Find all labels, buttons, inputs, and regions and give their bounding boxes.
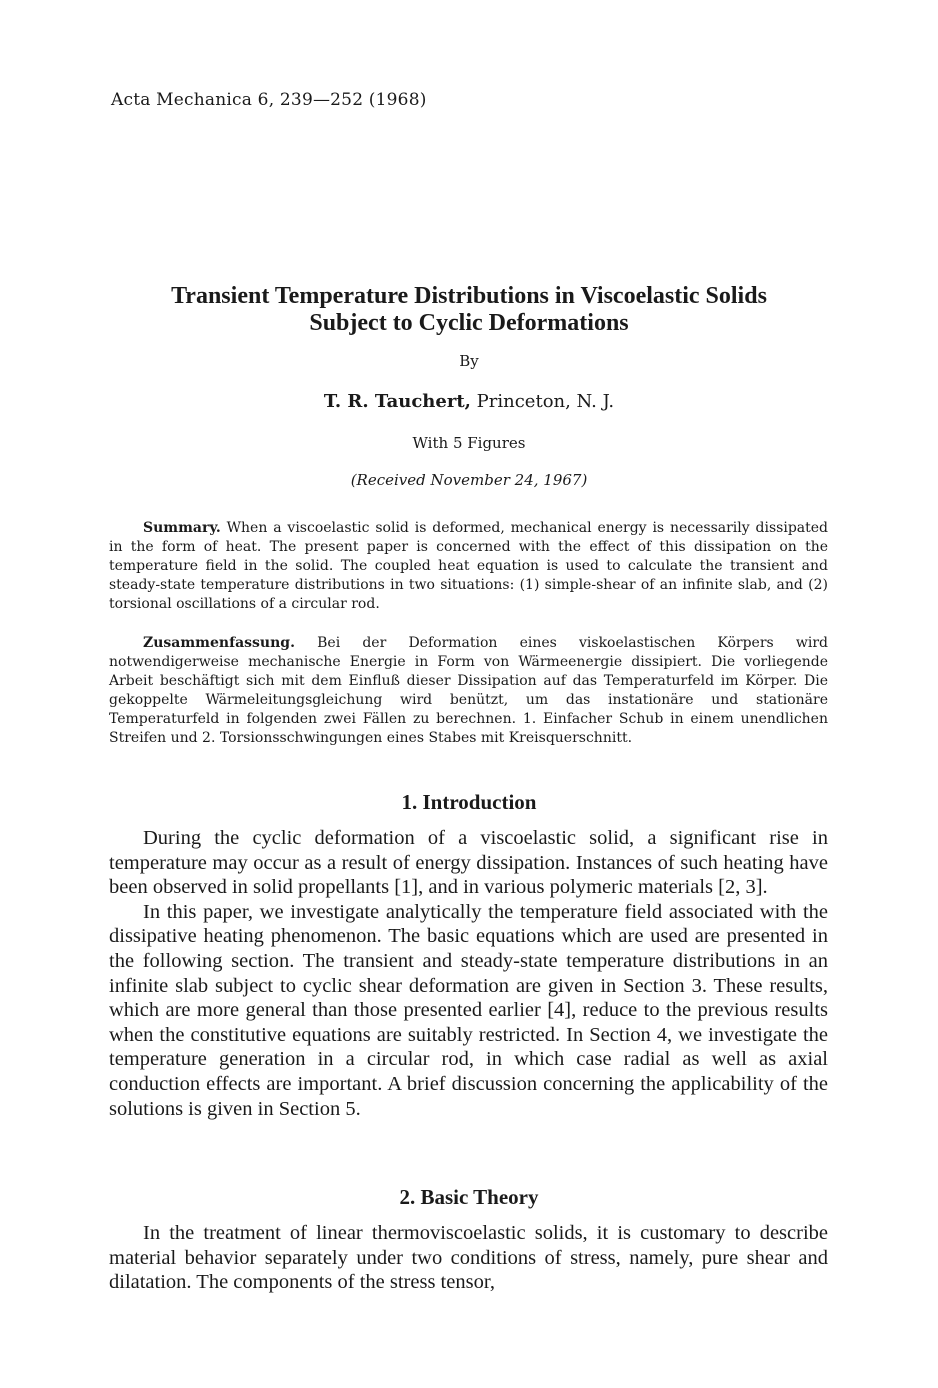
journal-reference: Acta Mechanica 6, 239—252 (1968) <box>111 90 427 110</box>
summary-label: Summary. <box>143 520 221 536</box>
section-heading-introduction: 1. Introduction <box>401 790 537 814</box>
introduction-paragraph-1: During the cyclic deformation of a viscoelastic solid, a significant rise in temperature may occur as a result of energy dissipation. Instances of such heating have been observed in solid propellants [1], and in various polymeric materials [2, 3]. <box>109 827 828 899</box>
summary-text: When a viscoelastic solid is deformed, mechanical energy is necessarily dissipated in the form of heat. The present paper is concerned with the effect of this dissipation on the temperature field in the solid. The coupled heat equation is used to calculate the transient and steady-state temperature distributions in two situations: (1) simple-shear of an infinite slab, and (2) torsional oscillations of a circular rod. <box>109 520 829 612</box>
section-heading-basic-theory: 2. Basic Theory <box>399 1185 539 1209</box>
summary-abstract <box>109 519 828 614</box>
basic-theory-paragraph-1: In the treatment of linear thermoviscoelastic solids, it is customary to describe material behavior separately under two conditions of stress, namely, pure shear and dilatation. The components of the stress tensor, <box>109 1222 828 1294</box>
zusammenfassung-paragraph <box>109 634 828 748</box>
zusammenfassung-text: Bei der Deformation eines viskoelastischen Körpers wird notwendigerweise mechanische Energie in Form von Wärmeenergie dissipiert. Die vorliegende Arbeit beschäftigt sich mit dem Einfluß dieser Dissipation auf das Temperaturfeld im Körper. Die gekoppelte Wärmeleitungsgleichung wird benützt, um das instationäre und stationäre Temperaturfeld in folgenden zwei Fällen zu berechnen. 1. Einfacher Schub in einem unendlichen Streifen und 2. Torsionsschwingungen eines Stabes mit Kreisquerschnitt. <box>109 635 829 746</box>
figures-note: With 5 Figures <box>412 434 526 452</box>
received-date: (Received November 24, 1967) <box>350 471 588 489</box>
introduction-paragraph-2: In this paper, we investigate analytically the temperature field associated with the dissipative heating phenomenon. The basic equations which are used are presented in the following section. The transient and steady-state temperature distributions in an infinite slab subject to cyclic shear deformation are given in Section 3. These results, which are more general than those presented earlier [4], reduce to the previous results when the constitutive equations are suitably restricted. In Section 4, we investigate the temperature generation in a circular rod, in which case radial as well as axial conduction effects are important. A brief discussion concerning the applicability of the solutions is given in Section 5. <box>109 900 828 1120</box>
author-place: Princeton, N. J. <box>476 391 615 412</box>
author-line <box>0 391 938 412</box>
summary-paragraph <box>109 519 828 614</box>
basic-theory-body <box>109 1221 828 1295</box>
introduction-body <box>109 826 828 1121</box>
zusammenfassung-abstract <box>109 634 828 748</box>
paper-title-line-1: Transient Temperature Distributions in Viscoelastic Solids <box>171 283 767 309</box>
author-name: T. R. Tauchert, <box>323 391 471 412</box>
byline-by: By <box>459 352 479 370</box>
zusammenfassung-label: Zusammenfassung. <box>143 635 295 651</box>
paper-title-line-2: Subject to Cyclic Deformations <box>309 310 629 336</box>
